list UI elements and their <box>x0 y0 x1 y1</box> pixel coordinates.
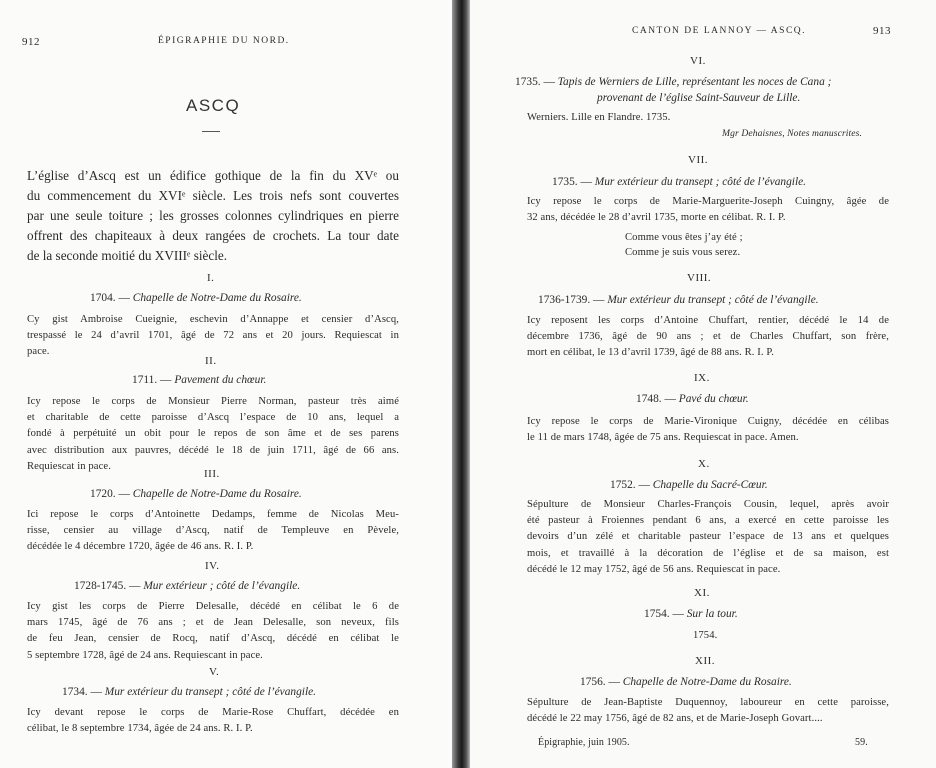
entry-location: Pavé du chœur. <box>678 393 749 405</box>
text-line: Cy gist Ambroise Cueignie, eschevin d’Annappe et censier d’Ascq, <box>27 314 399 325</box>
entry-text <box>527 695 889 727</box>
entry-heading <box>90 292 302 304</box>
text-line: décédé le 22 may 1756, âgé de 82 ans, et de Marie-Joseph Govart.... <box>527 713 823 725</box>
entry-location: Chapelle de Notre-Dame du Rosaire. <box>132 488 302 500</box>
entry-location: provenant de l’église Saint-Sauveur de Lille. <box>597 92 801 104</box>
entry-location: Mur extérieur ; côté de l’évangile. <box>143 580 301 592</box>
intro-line: du commencement du XVIᵉ siècle. Les trois nefs sont couvertes <box>27 188 399 203</box>
footer-left: Épigraphie, juin 1905. <box>538 737 630 748</box>
entry-heading <box>515 76 831 88</box>
entry-date: 1734. — <box>62 686 102 698</box>
text-line: 5 septembre 1728, âgé de 24 ans. Requiescant in pace. <box>27 649 263 661</box>
entry-number: II. <box>205 355 217 367</box>
entry-number: XII. <box>695 655 716 667</box>
text-line: Icy repose le corps de Marie-Marguerite-Joseph Cuingny, âgée de <box>527 196 889 207</box>
entry-text <box>27 705 399 737</box>
entry-number: VII. <box>688 154 709 166</box>
entry-number: IX. <box>694 372 710 384</box>
source-note: Mgr Dehaisnes, Notes manuscrites. <box>722 128 863 139</box>
entry-text <box>527 313 889 362</box>
entry-number: XI. <box>694 587 710 599</box>
entry-date: 1752. — <box>610 479 650 491</box>
text-line: Icy repose le corps de Marie-Vironique Cuigny, décédée en célibas <box>527 416 889 427</box>
entry-heading <box>610 479 768 491</box>
entry-location: Sur la tour. <box>686 608 738 620</box>
text-line: 32 ans, décédée le 28 d’avril 1735, morte en célibat. R. I. P. <box>527 212 786 224</box>
entry-location-cont <box>597 92 800 104</box>
text-line: et charitable de cette paroisse d’Ascq l’espace de 10 ans, lequel a <box>27 412 399 424</box>
text-line: Icy gist les corps de Pierre Delesalle, décédé en célibat le 6 de <box>27 601 399 612</box>
entry-text: 1754. <box>693 630 718 641</box>
text-line: risse, censier au village d’Ascq, natif de Templeuve en Pèvele, <box>27 525 399 537</box>
entry-number: I. <box>207 272 215 284</box>
right-page <box>470 0 936 768</box>
entry-heading <box>538 294 819 306</box>
entry-location: Chapelle de Notre-Dame du Rosaire. <box>622 676 792 688</box>
entry-heading <box>132 374 266 386</box>
intro-line: par une seule toiture ; les grosses colonnes cylindriques en pierre <box>27 208 399 223</box>
text-line: décédé le 12 may 1752, âgé de 56 ans. Requiescat in pace. <box>527 563 781 575</box>
entry-location: Mur extérieur du transept ; côté de l’évangile. <box>104 686 317 698</box>
entry-text <box>27 394 399 475</box>
intro-paragraph <box>27 166 399 266</box>
intro-line: de la seconde moitié du XVIIIᵉ siècle. <box>27 248 228 263</box>
entry-date: 1711. — <box>132 374 172 386</box>
text-line: célibat, le 8 septembre 1734, âgée de 24 ans. R. I. P. <box>27 723 253 735</box>
text-line: Icy reposent les corps d’Antoine Chuffart, rentier, décédé le 14 de <box>527 315 889 326</box>
entry-location: Pavement du chœur. <box>174 374 267 386</box>
text-line: le 11 de mars 1748, âgée de 75 ans. Requiescat in pace. Amen. <box>527 432 799 444</box>
text-line: Ici repose le corps d’Antoinette Dedamps, femme de Nicolas Meu- <box>27 509 399 520</box>
verse-line: Comme vous êtes j’ay été ; <box>625 232 743 243</box>
entry-date: 1728-1745. — <box>74 580 141 592</box>
text-line: pace. <box>27 346 50 358</box>
entry-number: X. <box>698 458 710 470</box>
entry-date: 1720. — <box>90 488 130 500</box>
text-line: Icy devant repose le corps de Marie-Rose Chuffart, décédée en <box>27 707 399 718</box>
entry-date: 1704. — <box>90 292 130 304</box>
entry-heading <box>636 393 749 405</box>
text-line: fondé à perpétuité un obit pour le repos de son âme et de ses parens <box>27 428 399 440</box>
entry-number: III. <box>204 468 220 480</box>
text-line: décembre 1736, âgé de 90 ans ; et de Charles Chuffart, son frère, <box>527 331 889 343</box>
entry-date: 1754. — <box>644 608 684 620</box>
entry-location: Chapelle de Notre-Dame du Rosaire. <box>132 292 302 304</box>
entry-text <box>27 507 399 556</box>
entry-number: IV. <box>205 560 220 572</box>
entry-text <box>27 312 399 361</box>
intro-line: offrent des chapiteaux à deux rangées de crochets. La tour date <box>27 228 399 243</box>
footer-right: 59. <box>855 737 868 748</box>
entry-date: 1736-1739. — <box>538 294 605 306</box>
text-line: mois, et travaillé à la décoration de l’église et de sa maison, est <box>527 547 889 559</box>
entry-date: 1748. — <box>636 393 676 405</box>
text-line: décédée le 4 décembre 1720, âgée de 46 ans. R. I. P. <box>27 541 254 553</box>
entry-number: V. <box>209 666 220 678</box>
text-line: mort en célibat, le 13 d’avril 1739, âgé de 88 ans. R. I. P. <box>527 347 774 359</box>
book-gutter <box>452 0 470 768</box>
entry-heading <box>62 686 316 698</box>
text-line: Icy repose le corps de Monsieur Pierre Norman, pasteur très aimé <box>27 396 399 407</box>
entry-heading <box>644 608 738 620</box>
page-title: ASCQ <box>186 96 241 115</box>
entry-text <box>527 194 889 226</box>
running-head: CANTON DE LANNOY — ASCQ. <box>632 26 807 36</box>
text-line: été pasteur à Froiennes pendant 6 ans, a exercé en cette paroisse les <box>527 515 889 527</box>
entry-location: Chapelle du Sacré-Cœur. <box>652 479 768 491</box>
entry-heading <box>552 176 806 188</box>
text-line: devoirs d’un zélé et charitable pasteur l’espace de 13 ans et quelques <box>527 531 889 543</box>
entry-text <box>527 497 889 578</box>
text-line: mars 1745, âgé de 76 ans ; et de Jean Delesalle, son neveux, fils <box>27 617 399 629</box>
entry-location: Mur extérieur du transept ; côté de l’évangile. <box>594 176 807 188</box>
entry-location: Mur extérieur du transept ; côté de l’évangile. <box>607 294 819 306</box>
entry-date: 1756. — <box>580 676 620 688</box>
entry-text <box>27 599 399 664</box>
entry-text <box>527 414 889 446</box>
text-line: trespassé le 24 d’avril 1701, âgé de 72 ans et 20 jours. Requiescat in <box>27 330 399 342</box>
entry-heading <box>580 676 792 688</box>
text-line: Sépulture de Monsieur Charles-François Cousin, lequel, après avoir <box>527 499 889 510</box>
text-line: Werniers. Lille en Flandre. 1735. <box>527 112 671 123</box>
entry-date: 1735. — <box>552 176 592 188</box>
text-line: de feu Jean, censier de Rocq, natif d’Ascq, décédé en célibat le <box>27 633 399 645</box>
text-line: Requiescat in pace. <box>27 460 111 472</box>
entry-heading <box>74 580 300 592</box>
page-number: 912 <box>22 36 40 48</box>
entry-number: VI. <box>690 55 706 67</box>
title-rule <box>202 131 220 132</box>
page-number: 913 <box>873 25 891 37</box>
entry-text <box>527 110 670 126</box>
entry-date: 1735. — <box>515 76 555 88</box>
left-page <box>0 0 452 768</box>
text-line: Sépulture de Jean-Baptiste Duquennoy, laboureur en cette paroisse, <box>527 697 889 708</box>
running-head: ÉPIGRAPHIE DU NORD. <box>158 36 290 46</box>
text-line: avec distribution aux pauvres, décédé le 18 de juin 1711, âgé de 66 ans. <box>27 444 399 456</box>
entry-location: Tapis de Werniers de Lille, représentant les noces de Cana ; <box>557 76 832 88</box>
entry-number: VIII. <box>687 272 712 284</box>
intro-line: L’église d’Ascq est un édifice gothique de la fin du XVᵉ ou <box>27 168 399 183</box>
entry-heading <box>90 488 302 500</box>
verse-line: Comme je suis vous serez. <box>625 247 741 258</box>
